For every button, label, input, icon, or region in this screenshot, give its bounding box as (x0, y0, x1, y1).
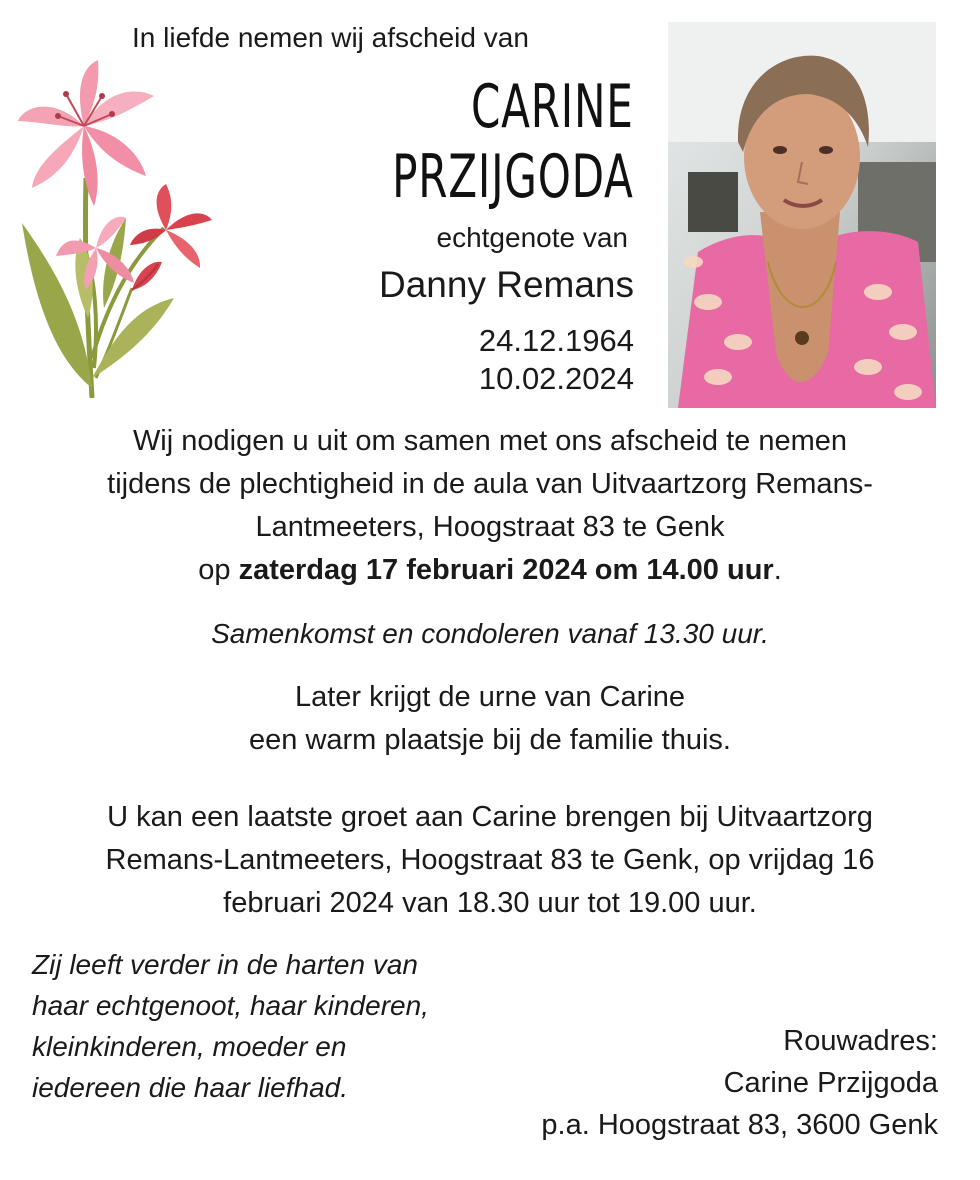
last-name: PRZIJGODA (392, 142, 634, 212)
life-dates (479, 322, 634, 398)
visit-paragraph (0, 796, 980, 925)
tribute-line-4: iedereen die haar liefhad. (32, 1072, 349, 1103)
deceased-name (324, 72, 634, 212)
tribute-line-2: haar echtgenoot, haar kinderen, (32, 990, 429, 1021)
condolence-note: Samenkomst en condoleren vanaf 13.30 uur. (211, 618, 769, 649)
urn-line-2: een warm plaatsje bij de familie thuis. (249, 724, 731, 756)
visit-line-1: U kan een laatste groet aan Carine brengen bij Uitvaartzorg (107, 801, 873, 833)
ceremony-line-1: Wij nodigen u uit om samen met ons afscheid te nemen (132, 425, 848, 457)
ceremony-paragraph (0, 420, 980, 592)
ceremony-line-3: Lantmeeters, Hoogstraat 83 te Genk (255, 511, 725, 543)
urn-paragraph (0, 676, 980, 762)
ceremony-line-2: tijdens de plechtigheid in de aula van Uitvaartzorg Remans- (107, 468, 873, 500)
address-street: p.a. Hoogstraat 83, 3600 Genk (541, 1109, 938, 1141)
ceremony-date: zaterdag 17 februari 2024 om 14.00 uur (238, 554, 774, 586)
intro-text: In liefde nemen wij afscheid van (132, 22, 529, 53)
address-name: Carine Przijgoda (723, 1067, 938, 1099)
urn-line-1: Later krijgt de urne van Carine (294, 681, 686, 713)
portrait-photo (668, 22, 936, 408)
address-label: Rouwadres: (783, 1025, 938, 1057)
spouse-name: Danny Remans (378, 264, 634, 305)
tribute-line-3: kleinkinderen, moeder en (32, 1031, 347, 1062)
tribute-line-1: Zij leeft verder in de harten van (32, 949, 418, 980)
death-date: 10.02.2024 (478, 361, 634, 396)
ceremony-date-prefix: op (198, 554, 239, 586)
visit-line-3: februari 2024 van 18.30 uur tot 19.00 uur. (223, 887, 757, 919)
ceremony-line-4 (0, 549, 980, 592)
tribute-text (32, 944, 532, 1108)
spouse-label: echtgenote van (436, 222, 628, 253)
mourning-address (541, 1020, 938, 1146)
visit-line-2: Remans-Lantmeeters, Hoogstraat 83 te Genk, op vrijdag 16 (105, 844, 875, 876)
first-name: CARINE (471, 72, 634, 142)
lily-flower-illustration (14, 58, 214, 404)
ceremony-date-suffix: . (773, 554, 782, 586)
birth-date: 24.12.1964 (478, 323, 634, 358)
